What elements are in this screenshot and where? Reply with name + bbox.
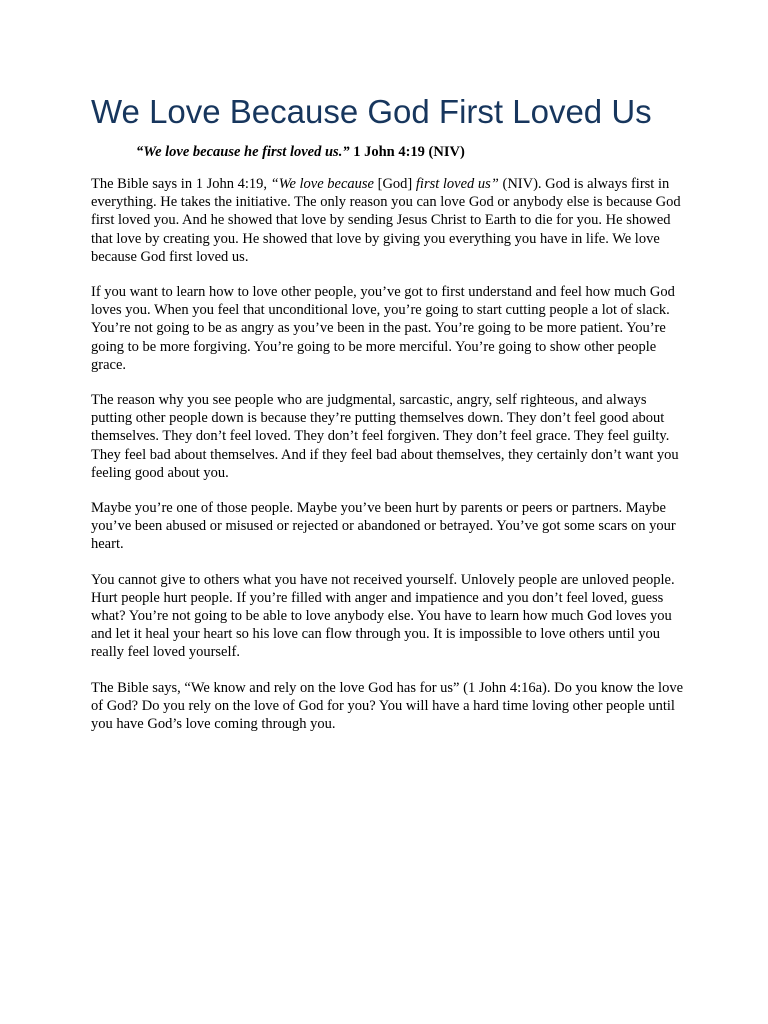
paragraph-1	[91, 175, 691, 266]
paragraph-1-bracket: [God]	[374, 176, 416, 192]
epigraph-reference: 1 John 4:19 (NIV)	[349, 144, 465, 160]
paragraph-6: The Bible says, “We know and rely on the love God has for us” (1 John 4:16a). Do you know the love of God? Do you rely on the love of God for you? You will have a hard time loving other people until you have God’s love coming through you.	[91, 679, 684, 733]
document-title: We Love Because God First Loved Us	[91, 93, 652, 130]
epigraph-quote: “We love because he first loved us.”	[136, 144, 350, 160]
paragraph-2: If you want to learn how to love other people, you’ve got to first understand and feel how much God loves you. When you feel that unconditional love, you’re going to start cutting people a lot of slack. You’re not going to be as angry as you’ve been in the past. You’re going to be more patient. You’re going to be more forgiving. You’re going to be more merciful. You’re going to show other people grace.	[91, 284, 675, 373]
paragraph-1-quote-end: first loved us”	[415, 176, 499, 192]
paragraph-1-quote-start: “We love because	[270, 176, 374, 192]
body-text	[91, 175, 691, 750]
paragraph-5: You cannot give to others what you have not received yourself. Unlovely people are unloved people. Hurt people hurt people. If you’re filled with anger and impatience and you don’t feel loved, guess what? You’re not going to be able to love anybody else. You have to learn how much God loves you and let it heal your heart so his love can flow through you. It is impossible to love others until you really feel loved yourself.	[91, 571, 675, 661]
paragraph-4: Maybe you’re one of those people. Maybe you’ve been hurt by parents or peers or partners. Maybe you’ve been abused or misused or rejected or abandoned or betrayed. You’ve got some scars on your heart.	[91, 500, 676, 553]
paragraph-3: The reason why you see people who are judgmental, sarcastic, angry, self righteous, and always putting other people down is because they’re putting themselves down. They don’t feel good about themselves. They don’t feel loved. They don’t feel forgiven. They don’t feel grace. They feel guilty. They feel bad about themselves. And if they feel bad about themselves, they certainly don’t want you feeling good about you.	[91, 392, 679, 481]
paragraph-1-intro: The Bible says in 1 John 4:19,	[91, 176, 271, 192]
paragraph-1-rest: (NIV). God is always first in everything. He takes the initiative. The only reason you can love God or anybody else is because God first loved you. And he showed that love by sending Jesus Christ to Earth to die for you. He showed that love by creating you. He showed that love by giving you everything you have in life. We love because God first loved us.	[91, 176, 681, 265]
epigraph	[136, 142, 465, 162]
